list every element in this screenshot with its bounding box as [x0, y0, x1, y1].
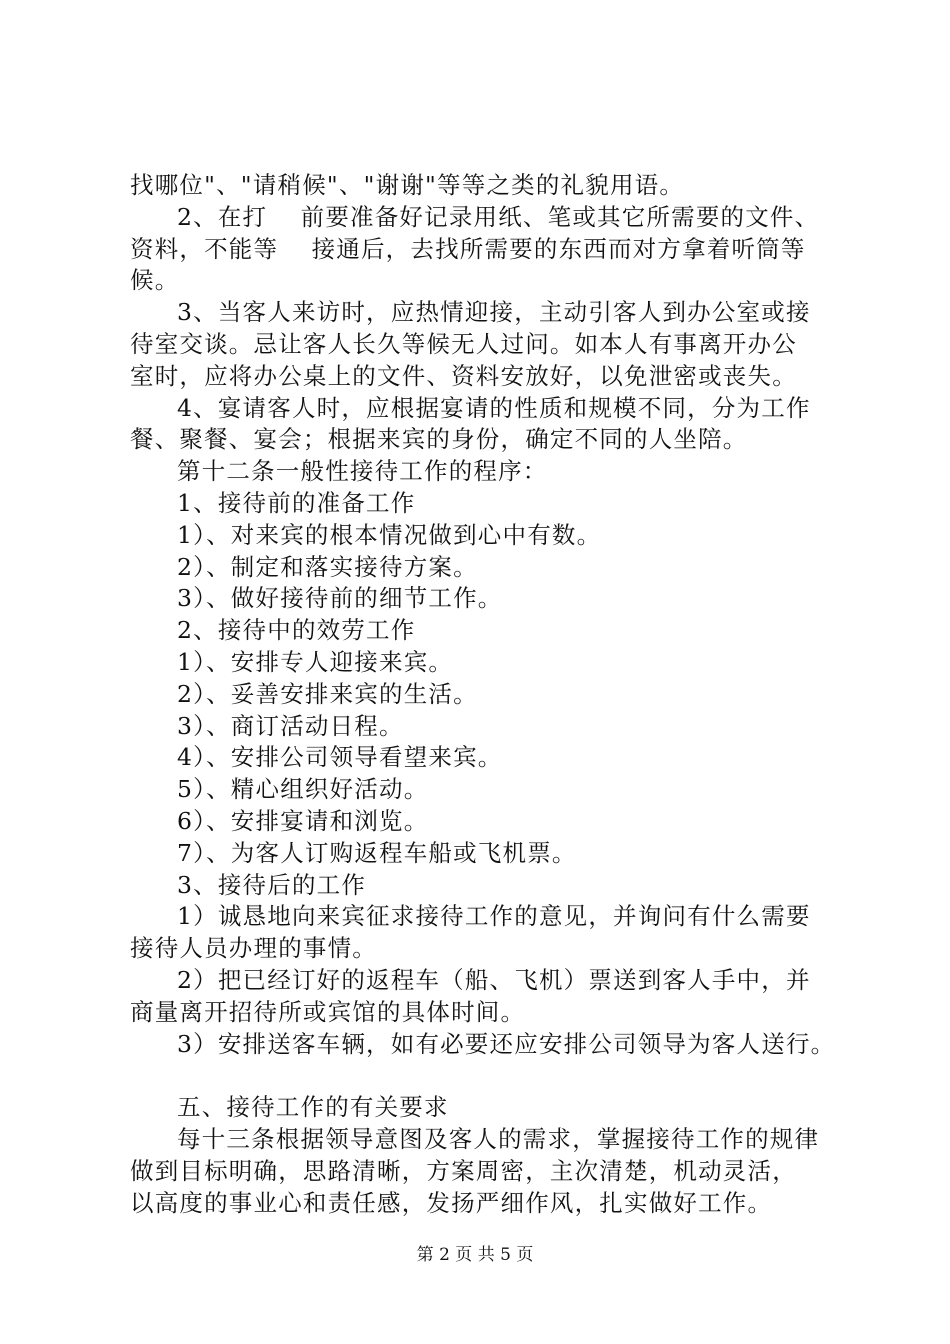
body-line: 商量离开招待所或宾馆的具体时间。 [130, 997, 526, 1026]
section-heading: 五、接待工作的有关要求 [177, 1093, 449, 1122]
list-item: 1）、安排专人迎接来宾。 [177, 647, 454, 676]
page-number-footer: 第 2 页 共 5 页 [416, 1245, 534, 1265]
body-line: 找哪位"、"请稍候"、"谢谢"等等之类的礼貌用语。 [130, 171, 685, 199]
list-item: 3）、做好接待前的细节工作。 [177, 584, 503, 613]
list-item: 5）、精心组织好活动。 [177, 775, 429, 804]
subsection-heading: 1、接待前的准备工作 [177, 488, 416, 517]
list-item: 2）、制定和落实接待方案。 [177, 552, 478, 581]
subsection-heading: 2、接待中的效劳工作 [177, 616, 416, 645]
list-item: 6）、安排宴请和浏览。 [177, 806, 429, 835]
list-item: 1）、对来宾的根本情况做到心中有数。 [177, 520, 602, 549]
list-item: 1）诚恳地向来宾征求接待工作的意见，并询问有什么需要 [177, 902, 811, 931]
body-line: 4、宴请客人时，应根据宴请的性质和规模不同，分为工作 [177, 393, 811, 422]
list-item: 2）把已经订好的返程车（船、飞机）票送到客人手中，并 [177, 965, 811, 994]
body-line: 每十三条根据领导意图及客人的需求，掌握接待工作的规律 [177, 1125, 820, 1154]
body-line: 做到目标明确，思路清晰，方案周密，主次清楚，机动灵活， [130, 1156, 797, 1185]
list-item: 2）、妥善安排来宾的生活。 [177, 679, 478, 708]
subsection-heading: 3、接待后的工作 [177, 870, 367, 899]
body-line: 2、在打 前要准备好记录用纸、笔或其它所需要的文件、 [177, 202, 820, 231]
list-item: 3）安排送客车辆，如有必要还应安排公司领导为客人送行。 [177, 1029, 836, 1058]
body-line: 待室交谈。忌让客人长久等候无人过问。如本人有事离开办公 [130, 329, 797, 358]
body-line: 候。 [130, 266, 180, 295]
section-heading: 第十二条一般性接待工作的程序： [177, 457, 548, 486]
body-line: 室时，应将办公桌上的文件、资料安放好，以免泄密或丧失。 [130, 361, 797, 390]
body-line: 接待人员办理的事情。 [130, 934, 377, 963]
list-item: 7）、为客人订购返程车船或飞机票。 [177, 838, 577, 867]
body-line: 3、当客人来访时，应热情迎接，主动引客人到办公室或接 [177, 298, 811, 327]
list-item: 3）、商订活动日程。 [177, 711, 404, 740]
document-body [130, 170, 840, 1220]
body-line: 资料，不能等 接通后，去找所需要的东西而对方拿着听筒等 [130, 234, 806, 263]
body-line: 餐、聚餐、宴会；根据来宾的身份，确定不同的人坐陪。 [130, 425, 748, 454]
body-line: 以高度的事业心和责任感，发扬严细作风，扎实做好工作。 [130, 1188, 773, 1217]
list-item: 4）、安排公司领导看望来宾。 [177, 743, 503, 772]
